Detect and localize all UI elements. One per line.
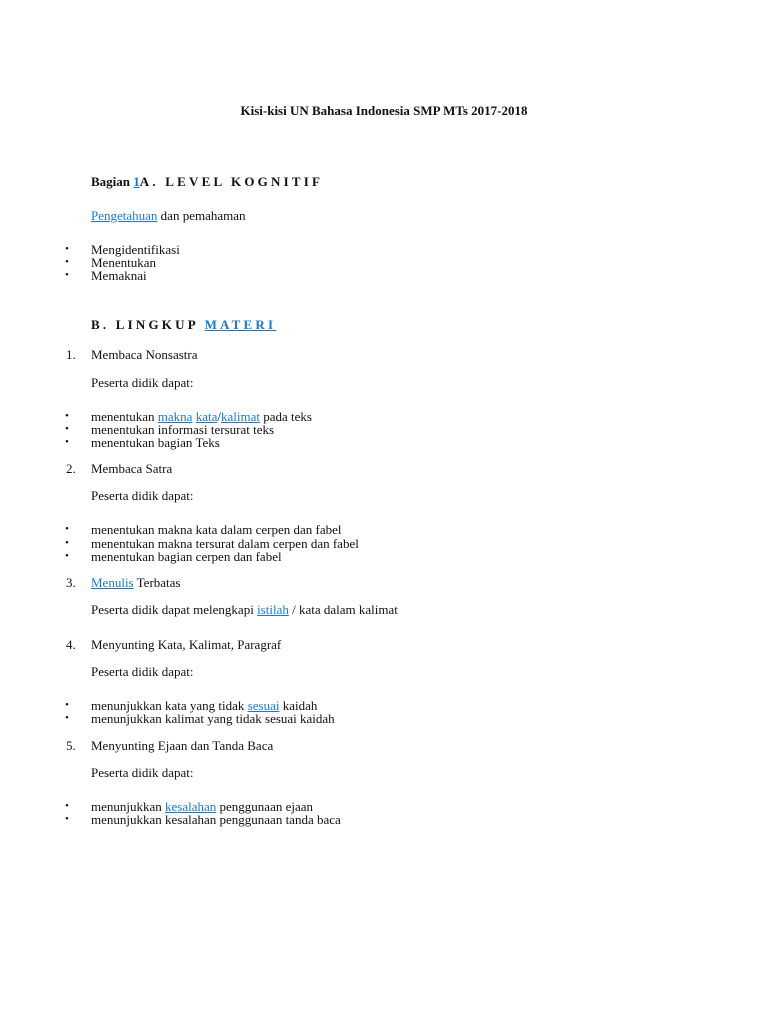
text-span: kaidah (279, 698, 318, 713)
bullet-icon: • (65, 537, 69, 549)
text-span: / kata dalam kalimat (288, 602, 398, 617)
text-span: Terbatas (133, 575, 181, 590)
text-span: menunjukkan (91, 799, 166, 814)
makna-link[interactable]: makna (157, 409, 193, 424)
list-item: menentukan bagian Teks (91, 435, 220, 450)
section-b-heading (91, 317, 276, 332)
item-title (91, 575, 180, 590)
bullet-icon: • (65, 436, 69, 448)
kata-link[interactable]: kata (195, 409, 218, 424)
text-span: Peserta didik dapat melengkapi (91, 602, 258, 617)
item-subtitle: Peserta didik dapat: (91, 765, 194, 780)
item-subtitle: Peserta didik dapat: (91, 375, 194, 390)
sesuai-link[interactable]: sesuai (247, 698, 280, 713)
page-title: Kisi-kisi UN Bahasa Indonesia SMP MTs 2017-2018 (240, 103, 528, 118)
text-span: pada teks (259, 409, 312, 424)
list-item: Memaknai (91, 268, 147, 283)
text-span: menentukan (91, 409, 158, 424)
section-a-title: A. LEVEL KOGNITIF (139, 174, 324, 189)
list-item: menentukan makna kata dalam cerpen dan fabel (91, 522, 342, 537)
section-a-intro (91, 208, 246, 223)
item-subtitle: Peserta didik dapat: (91, 664, 194, 679)
bullet-icon: • (65, 269, 69, 281)
list-item: menunjukkan kalimat yang tidak sesuai kaidah (91, 711, 335, 726)
menulis-link[interactable]: Menulis (91, 575, 134, 590)
list-item: Menentukan (91, 255, 156, 270)
item-number: 5. (66, 738, 76, 753)
item-number: 3. (66, 575, 76, 590)
section-a-heading (91, 174, 323, 189)
intro-rest: dan pemahaman (157, 208, 246, 223)
text-span: penggunaan ejaan (216, 799, 314, 814)
bullet-icon: • (65, 523, 69, 535)
item-subtitle (91, 602, 398, 617)
list-item: menentukan makna tersurat dalam cerpen dan fabel (91, 536, 359, 551)
item-title: Membaca Satra (91, 461, 173, 476)
bullet-icon: • (65, 813, 69, 825)
bullet-icon: • (65, 712, 69, 724)
bullet-icon: • (65, 699, 69, 711)
text-span: / (217, 409, 221, 424)
section-a-number-link[interactable]: 1 (133, 174, 140, 189)
bullet-icon: • (65, 550, 69, 562)
list-item: menentukan bagian cerpen dan fabel (91, 549, 282, 564)
item-subtitle: Peserta didik dapat: (91, 488, 194, 503)
bullet-icon: • (65, 256, 69, 268)
item-title: Menyunting Ejaan dan Tanda Baca (91, 738, 274, 753)
list-item: menunjukkan kesalahan penggunaan tanda baca (91, 812, 341, 827)
list-item: menentukan informasi tersurat teks (91, 422, 275, 437)
list-item: Mengidentifikasi (91, 242, 180, 257)
istilah-link[interactable]: istilah (257, 602, 289, 617)
item-title: Menyunting Kata, Kalimat, Paragraf (91, 637, 282, 652)
kalimat-link[interactable]: kalimat (220, 409, 260, 424)
text-span: menunjukkan kata yang tidak (91, 698, 248, 713)
bullet-icon: • (65, 410, 69, 422)
item-title: Membaca Nonsastra (91, 347, 198, 362)
section-b-prefix: B. LINGKUP (91, 317, 205, 332)
kesalahan-link[interactable]: kesalahan (165, 799, 217, 814)
section-a-prefix: Bagian (91, 174, 134, 189)
bullet-icon: • (65, 800, 69, 812)
bullet-icon: • (65, 243, 69, 255)
materi-link[interactable]: MATERI (204, 317, 277, 332)
bullet-icon: • (65, 423, 69, 435)
pengetahuan-link[interactable]: Pengetahuan (91, 208, 158, 223)
item-number: 4. (66, 637, 76, 652)
item-number: 1. (66, 347, 76, 362)
item-number: 2. (66, 461, 76, 476)
